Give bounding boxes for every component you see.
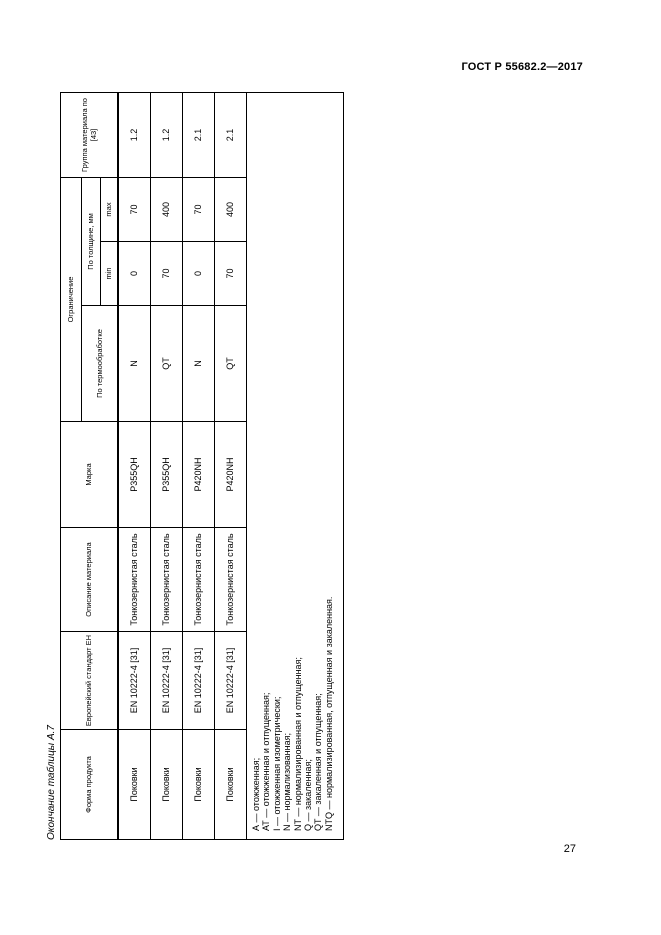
header-grade: Марка <box>61 422 119 528</box>
cell-group: 1.2 <box>151 92 183 177</box>
cell-euro-standard: EN 10222-4 [31] <box>215 632 247 730</box>
cell-min: 70 <box>215 242 247 306</box>
cell-group: 1.2 <box>118 92 151 177</box>
standard-code: ГОСТ Р 55682.2—2017 <box>461 61 583 73</box>
cell-max: 400 <box>215 177 247 241</box>
cell-heat-treatment: N <box>118 306 151 422</box>
cell-description: Тонкозернистая сталь <box>215 528 247 632</box>
note-line: I — отожженная изометрически; <box>271 696 282 831</box>
note-line: N — нормализованная; <box>282 733 293 831</box>
cell-grade: P355QH <box>118 422 151 528</box>
page-number: 27 <box>563 843 576 855</box>
header-max: max <box>101 177 119 241</box>
cell-heat-treatment: N <box>183 306 215 422</box>
cell-heat-treatment: QT <box>215 306 247 422</box>
table-caption: Окончание таблицы А.7 <box>46 725 57 840</box>
cell-group: 2.1 <box>215 92 247 177</box>
cell-euro-standard: EN 10222-4 [31] <box>118 632 151 730</box>
cell-min: 70 <box>151 242 183 306</box>
cell-description: Тонкозернистая сталь <box>118 528 151 632</box>
table-row <box>151 92 183 839</box>
cell-euro-standard: EN 10222-4 [31] <box>151 632 183 730</box>
note-line: NTQ — нормализированная, отпущенная и закаленная. <box>323 596 334 831</box>
cell-grade: P420NH <box>183 422 215 528</box>
cell-form: Поковки <box>215 730 247 840</box>
cell-grade: P420NH <box>215 422 247 528</box>
table-row <box>215 92 247 839</box>
table-row <box>183 92 215 839</box>
rotated-table-region <box>46 93 345 840</box>
cell-form: Поковки <box>118 730 151 840</box>
materials-table <box>60 92 344 840</box>
note-line: АТ — отожженная и отпущенная; <box>261 692 272 831</box>
header-min: min <box>101 242 119 306</box>
table-row <box>118 92 151 839</box>
note-line: Q — закаленная; <box>303 759 314 831</box>
header-heat-treatment: По термообработке <box>82 306 119 422</box>
cell-max: 70 <box>183 177 215 241</box>
table-notes <box>247 92 344 839</box>
note-line: А — отожженная; <box>251 757 261 831</box>
note-line: QT — закаленная и отпущенная; <box>313 693 324 831</box>
header-thickness: По толщине, мм <box>82 177 101 305</box>
cell-form: Поковки <box>183 730 215 840</box>
cell-max: 400 <box>151 177 183 241</box>
cell-grade: P355QH <box>151 422 183 528</box>
cell-description: Тонкозернистая сталь <box>151 528 183 632</box>
header-euro-standard: Европейский стандарт ЕН <box>61 632 119 730</box>
note-line: NT — нормализированная и отпущенная; <box>292 657 303 831</box>
cell-euro-standard: EN 10222-4 [31] <box>183 632 215 730</box>
cell-min: 0 <box>118 242 151 306</box>
header-form: Форма продукта <box>61 730 119 840</box>
cell-max: 70 <box>118 177 151 241</box>
cell-form: Поковки <box>151 730 183 840</box>
header-group: Группа материала по [43] <box>61 92 119 177</box>
cell-min: 0 <box>183 242 215 306</box>
cell-heat-treatment: QT <box>151 306 183 422</box>
cell-group: 2.1 <box>183 92 215 177</box>
cell-description: Тонкозернистая сталь <box>183 528 215 632</box>
header-restriction: Ограничение <box>61 177 82 421</box>
header-description: Описание материала <box>61 528 119 632</box>
